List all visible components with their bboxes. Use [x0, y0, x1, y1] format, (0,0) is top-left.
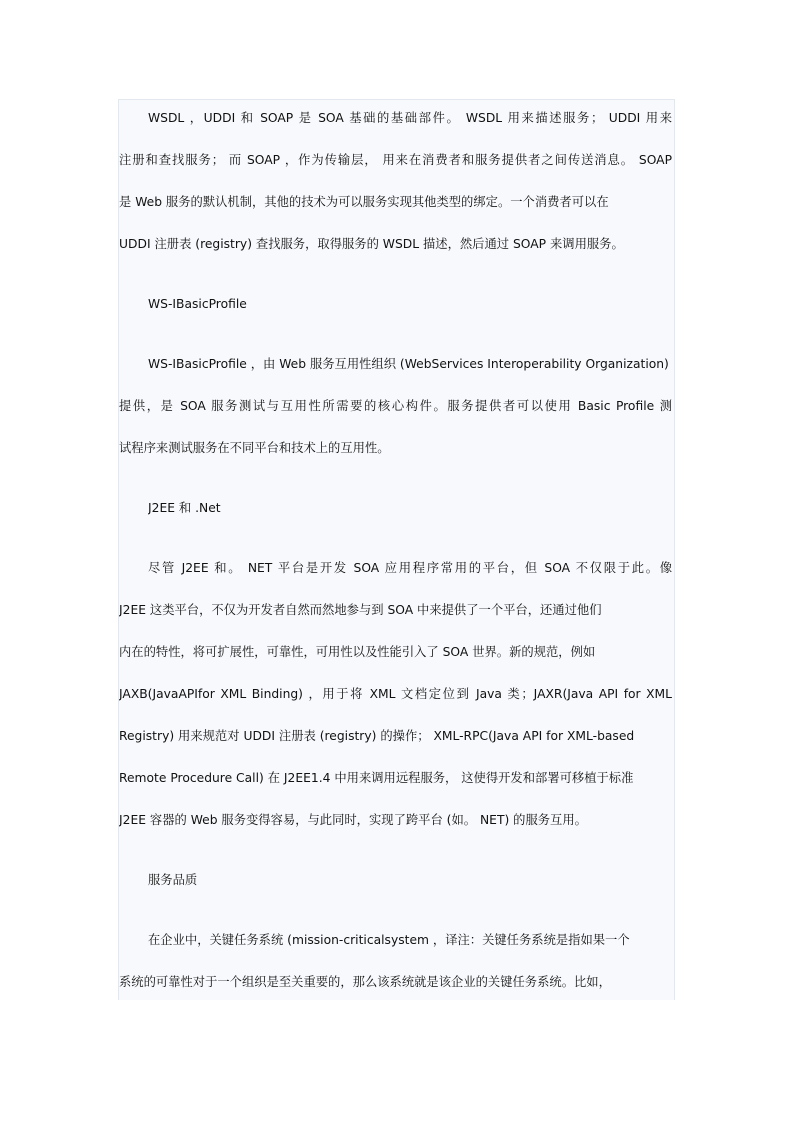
- paragraph-line: UDDI 注册表 (registry) 查找服务，取得服务的 WSDL 描述，然后通过 SOAP 来调用服务。: [119, 237, 624, 251]
- paragraph-line: WSDL ，UDDI 和 SOAP 是 SOA 基础的基础部件。 WSDL 用来描述服务； UDDI 用来: [148, 111, 672, 125]
- content-panel: [118, 99, 675, 1000]
- paragraph-line: Registry) 用来规范对 UDDI 注册表 (registry) 的操作； XML-RPC(Java API for XML-based: [119, 729, 635, 743]
- paragraph-line: 试程序来测试服务在不同平台和技术上的互用性。: [119, 441, 390, 455]
- paragraph-line: 是 Web 服务的默认机制，其他的技术为可以服务实现其他类型的绑定。一个消费者可以在: [119, 195, 609, 209]
- section-heading: J2EE 和 .Net: [148, 501, 221, 515]
- paragraph-line: 系统的可靠性对于一个组织是至关重要的，那么该系统就是该企业的关键任务系统。比如，: [119, 975, 611, 989]
- paragraph-line: Remote Procedure Call) 在 J2EE1.4 中用来调用远程服务， 这使得开发和部署可移植于标准: [119, 771, 634, 785]
- paragraph-line: 在企业中，关键任务系统 (mission-criticalsystem ，译注：关键任务系统是指如果一个: [148, 933, 630, 947]
- section-heading: WS-IBasicProfile: [148, 297, 247, 311]
- paragraph-line: 注册和查找服务； 而 SOAP ，作为传输层， 用来在消费者和服务提供者之间传送消息。 SOAP: [119, 153, 672, 167]
- section-heading: 服务品质: [148, 873, 198, 887]
- paragraph-line: 尽管 J2EE 和。 NET 平台是开发 SOA 应用程序常用的平台，但 SOA 不仅限于此。像: [148, 561, 672, 575]
- paragraph-line: WS-IBasicProfile ，由 Web 服务互用性组织 (WebServices Interoperability Organization): [148, 357, 669, 371]
- paragraph-line: J2EE 容器的 Web 服务变得容易，与此同时，实现了跨平台 (如。 NET) 的服务互用。: [119, 813, 587, 827]
- paragraph-line: 提供，是 SOA 服务测试与互用性所需要的核心构件。服务提供者可以使用 Basic Profile 测: [119, 399, 672, 413]
- paragraph-line: J2EE 这类平台，不仅为开发者自然而然地参与到 SOA 中来提供了一个平台，还通过他们: [119, 603, 602, 617]
- paragraph-line: 内在的特性，将可扩展性，可靠性，可用性以及性能引入了 SOA 世界。新的规范，例如: [119, 645, 596, 659]
- paragraph-line: JAXB(JavaAPIfor XML Binding) ，用于将 XML 文档定位到 Java 类；JAXR(Java API for XML: [119, 687, 672, 701]
